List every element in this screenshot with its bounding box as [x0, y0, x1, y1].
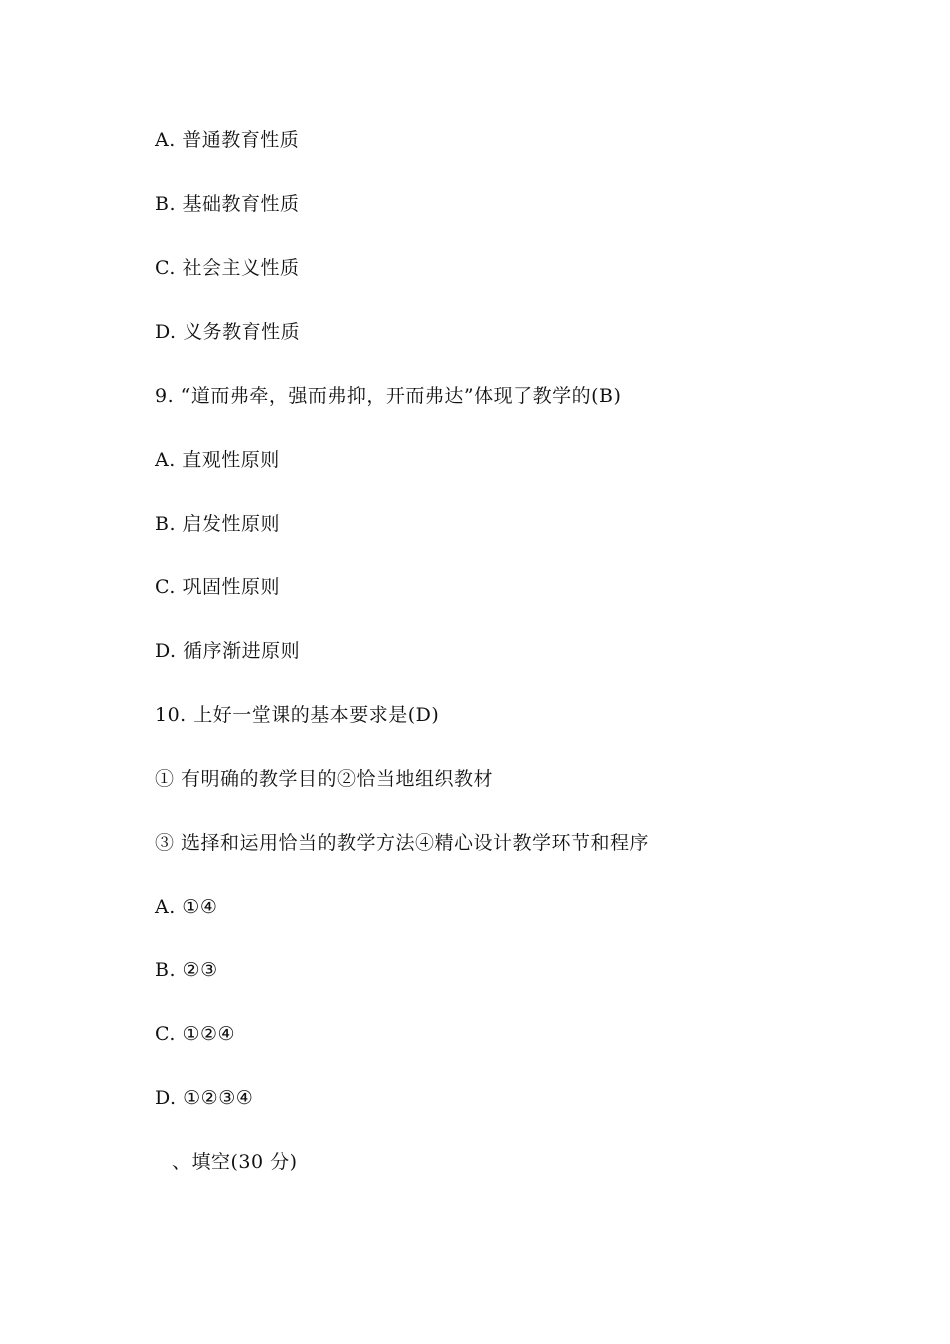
q10-option-d: D. ①②③④ [155, 1087, 254, 1109]
q10-statement-1: ① 有明确的教学目的②恰当地组织教材 [155, 768, 494, 790]
q10-statement-2: ③ 选择和运用恰当的教学方法④精心设计教学环节和程序 [155, 832, 650, 854]
q9-question: 9. “道而弗牵，强而弗抑，开而弗达”体现了教学的(B) [155, 385, 622, 407]
q10-option-c: C. ①②④ [155, 1023, 236, 1045]
q8-option-d: D. 义务教育性质 [155, 321, 301, 343]
q10-option-b: B. ②③ [155, 959, 218, 981]
q8-option-a: A. 普通教育性质 [155, 129, 300, 151]
q10-question: 10. 上好一堂课的基本要求是(D) [155, 704, 440, 726]
q9-option-b: B. 启发性原则 [155, 513, 281, 535]
section-heading-fill-blank: 、填空(30 分) [172, 1151, 298, 1173]
q8-option-b: B. 基础教育性质 [155, 193, 300, 215]
q9-option-a: A. 直观性原则 [155, 449, 280, 471]
q10-option-a: A. ①④ [155, 896, 218, 918]
q9-option-d: D. 循序渐进原则 [155, 640, 301, 662]
q8-option-c: C. 社会主义性质 [155, 257, 300, 279]
q9-option-c: C. 巩固性原则 [155, 576, 280, 598]
